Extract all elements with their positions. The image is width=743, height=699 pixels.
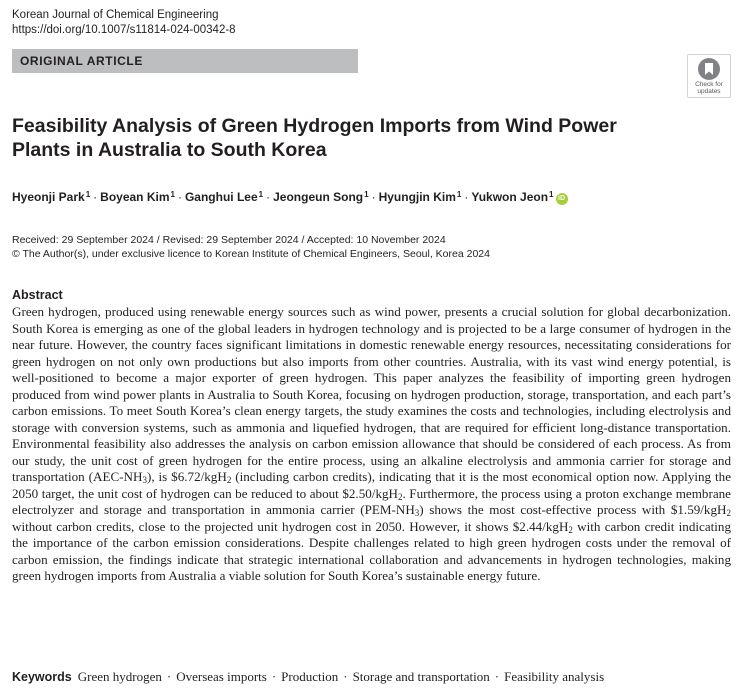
copyright-notice: © The Author(s), under exclusive licence to Korean Institute of Chemical Engineers, Seoul, Korea 2024 — [12, 248, 490, 260]
keyword: Green hydrogen — [77, 669, 162, 684]
keyword: Feasibility analysis — [504, 669, 605, 684]
affiliation-marker: 1 — [170, 190, 175, 199]
author-name[interactable]: Ganghui Lee — [184, 190, 258, 204]
orcid-icon[interactable]: iD — [556, 193, 568, 205]
author-name[interactable]: Jeongeun Song — [273, 190, 364, 204]
keyword: Production — [281, 669, 339, 684]
affiliation-marker: 1 — [456, 190, 462, 199]
author-name[interactable]: Boyean Kim — [100, 190, 170, 204]
article-type-banner — [12, 49, 358, 73]
affiliation-marker: 1 — [258, 190, 264, 199]
check-for-updates-badge[interactable] — [687, 54, 731, 98]
article-type-label: ORIGINAL ARTICLE — [20, 54, 143, 68]
affiliation-marker: 1 — [364, 190, 369, 199]
check-for-updates-text-2: updates — [697, 88, 721, 95]
author-name[interactable]: Hyungjin Kim — [378, 190, 456, 204]
article-dates: Received: 29 September 2024 / Revised: 29 September 2024 / Accepted: 10 November 2024 — [12, 234, 446, 246]
article-title: Feasibility Analysis of Green Hydrogen Imports from Wind Power Plants in Australia to South Korea — [12, 115, 617, 161]
affiliation-marker: 1 — [549, 190, 554, 199]
journal-name: Korean Journal of Chemical Engineering — [12, 9, 219, 21]
keywords-label: Keywords — [12, 670, 72, 684]
author-name[interactable]: Yukwon Jeon — [471, 190, 549, 204]
check-for-updates-text: Check for — [695, 81, 723, 88]
keywords-section: Keywords Green hydrogen · Overseas imports · Production · Storage and transportation · Feasibility analysis — [12, 669, 605, 684]
keyword: Overseas imports — [176, 669, 267, 684]
abstract-heading: Abstract — [12, 288, 63, 302]
keyword: Storage and transportation — [352, 669, 490, 684]
affiliation-marker: 1 — [85, 190, 91, 199]
bookmark-ribbon-icon — [698, 58, 720, 80]
author-name[interactable]: Hyeonji Park — [12, 190, 85, 204]
author-list: Hyeonji Park$^1$ · Boyean Kim$^1$ · Ganghui Lee$^1$ · Jeongeun Song$^1$ · Hyungjin Kim$^1$ · Yukwon Jeon$^1$ iD — [12, 187, 568, 205]
doi-link[interactable]: https://doi.org/10.1007/s11814-024-00342-8 — [12, 24, 236, 36]
abstract-body: Green hydrogen, produced using renewable energy sources such as wind power, presents a crucial solution for global decarbonization. South Korea is emerging as one of the global leaders in hydrogen technology and is projected to be a large consumer of hydrogen in the near future. However, the country faces significant limitations in domestic renewable energy resources, necessitating considerations for green hydrogen on not only own productions but also imports from other countries. Australia, with its vast wind energy potential, is well-positioned to become a major exporter of green hydrogen. This paper analyzes the feasibility of importing green hydrogen produced from wind power plants in Australia to South Korea, focusing on hydrogen production, storage, transportation, and each part’s carbon emissions. To meet South Korea’s clean energy targets, the study examines the costs and technologies, including electrolysis and storage with conversion systems, such as ammonia and liquefied hydrogen, that are required for efficient long-distance transportation. Environmental feasibility also addresses the analysis on carbon emission allowance that should be considered of each process. As from our study, the unit cost of green hydrogen for the entire process, using an alkaline electrolysis and ammonia carrier for storage and transportation $(AEC-NH_3)$, is $6.72/kgH$_2$ (including carbon credits), indicating that it is the most economical option now. Applying the 2050 target, the unit cost of hydrogen can be reduced to about $2.50/kgH$_2$. Furthermore, the process using a proton exchange membrane electrolyzer and storage and transportation in ammonia carrier $(PEM-NH_3)$ shows the most cost-effective process with $1.59/kgH$_2$ without carbon credits, close to the projected unit hydrogen cost in 2050. However, it shows $2.44/kgH$_2$ with carbon credit indicating the importance of the carbon emission considerations. Despite challenges related to high green hydrogen costs under the removal of carbon emission, the findings indicate that strategic international collaboration and advancements in hydrogen technologies, making green hydrogen imports from Australia a viable solution for South Korea’s sustainable energy future. — [12, 304, 732, 583]
